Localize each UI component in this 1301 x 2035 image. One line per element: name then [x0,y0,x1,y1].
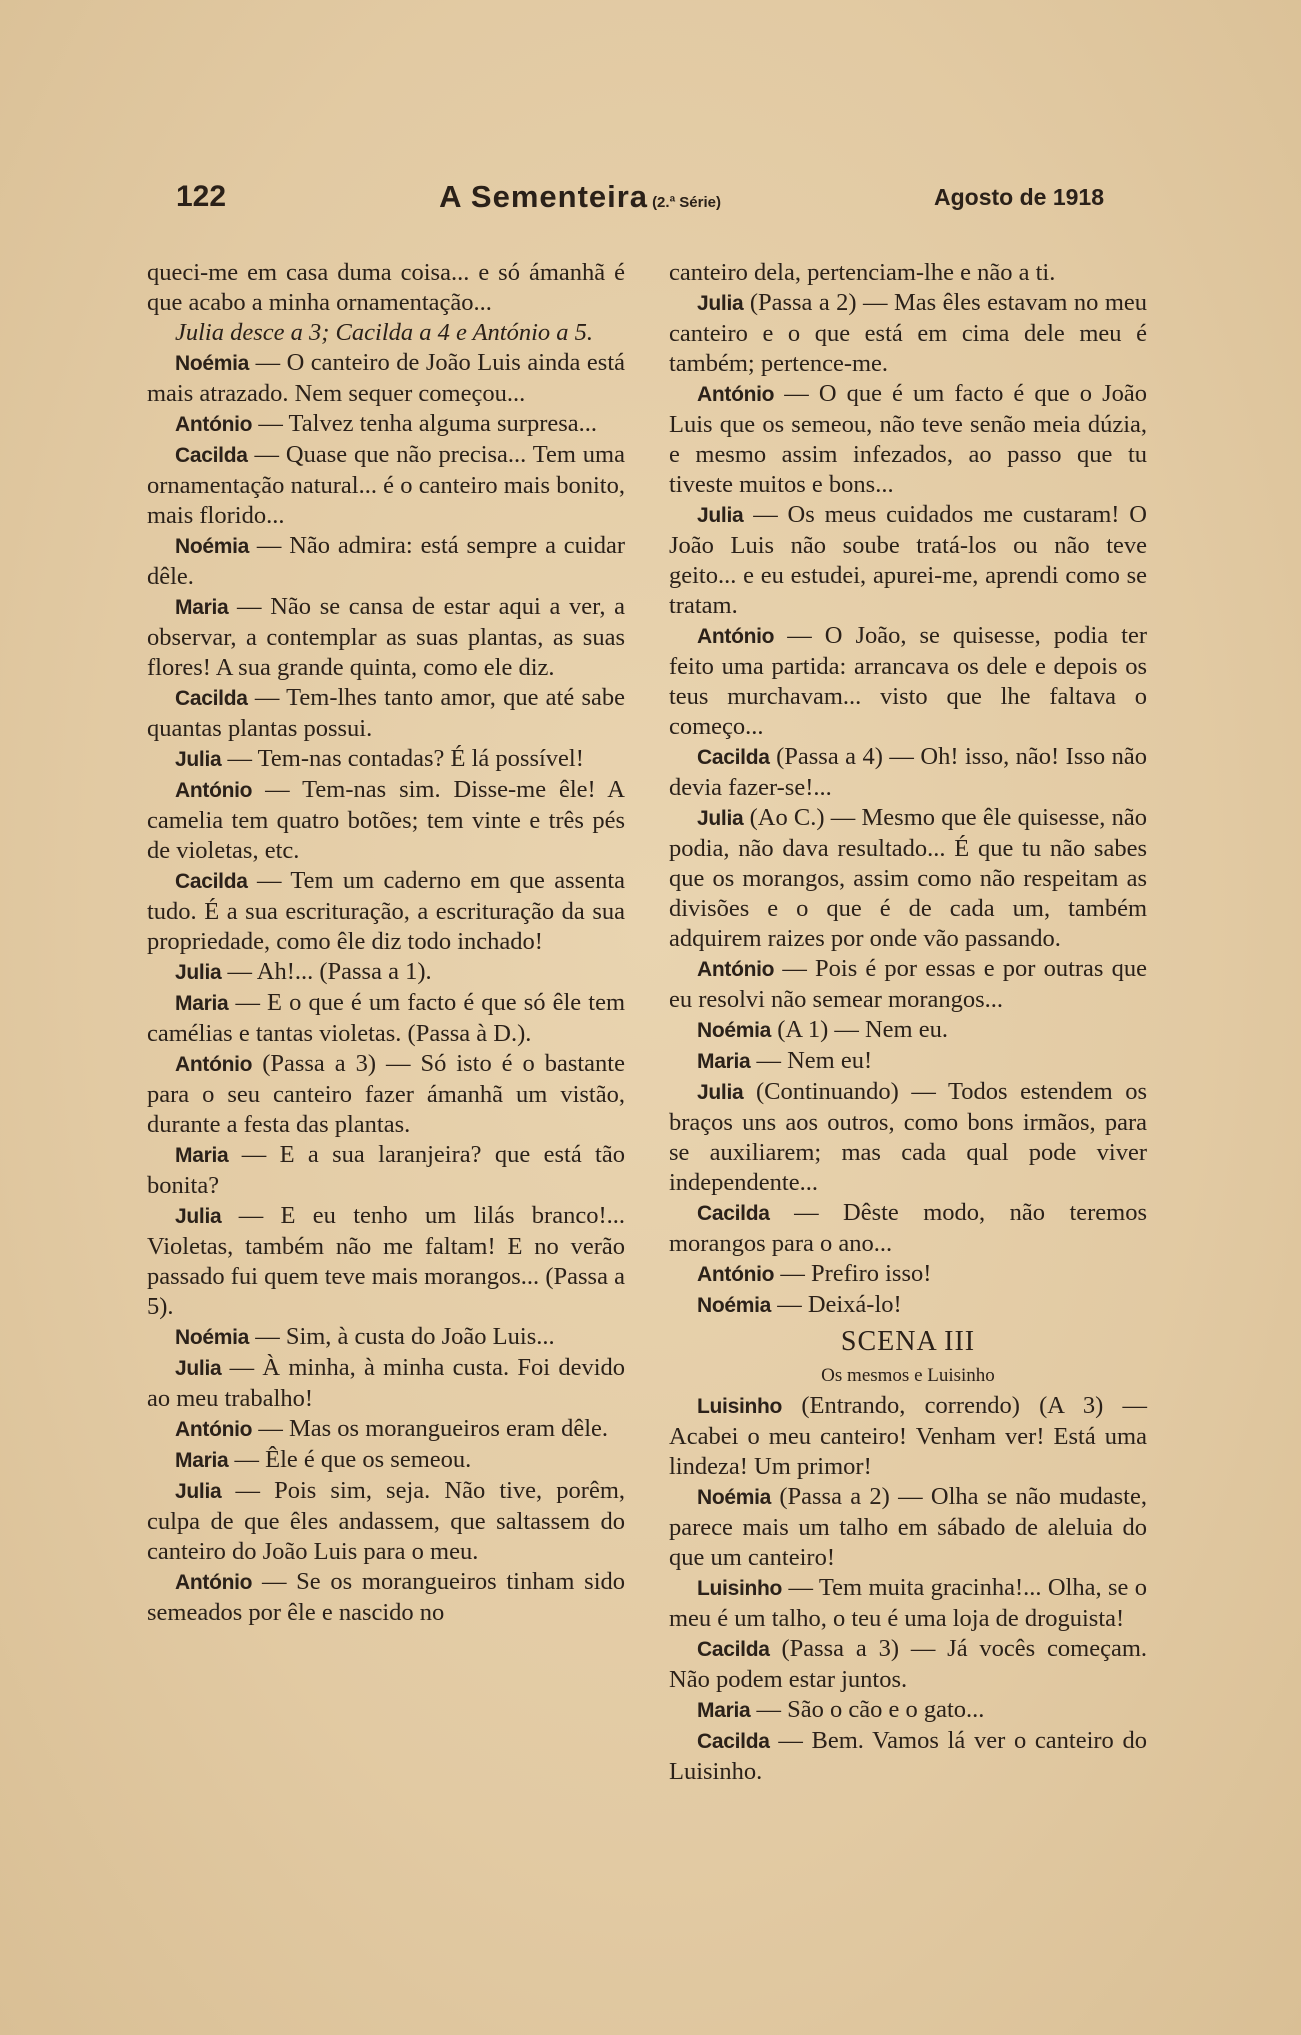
dialogue-line [669,1573,1147,1634]
page-number: 122 [176,180,227,213]
dialogue-line [147,1353,625,1414]
speaker-name: Maria [175,1449,229,1472]
speaker-name: António [175,1053,253,1076]
dialogue-line [669,1198,1147,1259]
speaker-name: António [175,1418,253,1441]
dialogue-text: — O João, se quisesse, podia ter feito uma partida: arrancava os dele e depois os teus murchavam... visto que lhe faltava o começo... [669,622,1147,740]
dialogue-text: — E eu tenho um lilás branco!... Violetas, também não me faltam! E no verão passado fui quem teve mais morangos... (Passa a 5). [147,1202,625,1320]
stage-direction: Julia desce a 3; Cacilda a 4 e António a 5. [175,319,594,346]
dialogue-line [669,1482,1147,1573]
dialogue-line [147,683,625,744]
dialogue-line [147,409,625,440]
dialogue-text: (A 1) — Nem eu. [777,1016,948,1043]
scene-cast: Os mesmos e Luisinho [821,1365,995,1386]
dialogue-line [147,1322,625,1353]
page-header [176,172,1104,222]
dialogue-line [147,592,625,683]
dialogue-line [669,288,1147,379]
speaker-name: Maria [175,992,229,1015]
dialogue-line [147,258,625,318]
dialogue-text: — Não admira: está sempre a cuidar dêle. [147,532,626,590]
speaker-name: Cacilda [697,1638,770,1661]
dialogue-line [669,1726,1147,1787]
speaker-name: Noémia [175,1326,250,1349]
journal-title [439,179,721,215]
dialogue-line [147,866,625,957]
dialogue-text: — Pois é por essas e por outras que eu resolvi não semear morangos... [669,955,1147,1013]
speaker-name: Luisinho [697,1395,783,1418]
speaker-name: Maria [697,1699,751,1722]
dialogue-line [147,1049,625,1140]
dialogue-line [669,1290,1147,1321]
dialogue-line [669,1077,1147,1198]
dialogue-line [147,440,625,531]
dialogue-text: — Tem-nas contadas? É lá possível! [227,745,584,772]
speaker-name: António [697,958,775,981]
dialogue-text: (Passa a 2) — Mas êles estavam no meu canteiro e o que está em cima dele meu é também; pertence-me. [669,289,1148,377]
speaker-name: Cacilda [175,870,248,893]
dialogue-text: — À minha, à minha custa. Foi devido ao meu trabalho! [147,1354,626,1412]
dialogue-text: — O canteiro de João Luis ainda está mais atrazado. Nem sequer começou... [147,349,625,407]
dialogue-line [147,775,625,866]
dialogue-line [669,379,1147,500]
dialogue-line [147,1445,625,1476]
dialogue-text: (Ao C.) — Mesmo que êle quisesse, não podia, não dava resultado... É que tu não sabes que os morangos, assim como não respeitam as divisões e o que é de cada um, também adquirem raizes por onde vão passando. [669,804,1147,952]
speaker-name: Maria [175,596,229,619]
speaker-name: Cacilda [697,746,770,769]
dialogue-line [669,742,1147,803]
dialogue-text: — Tem um caderno em que assenta tudo. É a sua escrituração, a escrituração da sua propriedade, como êle diz todo inchado! [147,867,626,955]
dialogue-line [669,1015,1147,1046]
dialogue-text: — Ah!... (Passa a 1). [227,958,432,985]
speaker-name: António [697,625,775,648]
dialogue-text: — Tem muita gracinha!... Olha, se o meu é um talho, o teu é uma loja de droguista! [669,1574,1147,1632]
scene-title: SCENA III [840,1326,976,1357]
dialogue-text: (Passa a 2) — Olha se não mudaste, parece mais um talho em sábado de aleluia do que um canteiro! [669,1483,1147,1571]
dialogue-text: — Deixá-lo! [777,1291,902,1318]
dialogue-text: — Dêste modo, não teremos morangos para o ano... [669,1199,1147,1257]
speaker-name: Cacilda [175,444,248,467]
dialogue-line [147,1201,625,1322]
dialogue-line [669,258,1147,288]
dialogue-text: — Prefiro isso! [780,1260,932,1287]
dialogue-text: — Os meus cuidados me custaram! O João Luis não soube tratá-los ou não teve geito... e eu estudei, apurei-me, aprendi como se tratam. [669,501,1147,619]
dialogue-line [147,348,625,409]
dialogue-line [147,957,625,988]
dialogue-line [669,1259,1147,1290]
dialogue-text: — Mas os morangueiros eram dêle. [258,1415,609,1442]
dialogue-line [669,1695,1147,1726]
dialogue-text: (Entrando, correndo) (A 3) — Acabei o meu canteiro! Venham ver! Está uma lindeza! Um primor! [669,1392,1147,1480]
dialogue-text: canteiro dela, pertenciam-lhe e não a ti. [669,259,1056,286]
dialogue-text: queci-me em casa duma coisa... e só ámanhã é que acabo a minha ornamentação... [147,259,625,316]
speaker-name: Luisinho [697,1577,783,1600]
speaker-name: Cacilda [175,687,248,710]
dialogue-line [669,1046,1147,1077]
speaker-name: Noémia [175,352,250,375]
speaker-name: Julia [175,1480,222,1503]
dialogue-line [669,803,1147,954]
speaker-name: António [175,779,253,802]
speaker-name: Cacilda [697,1730,770,1753]
speaker-name: Noémia [697,1019,772,1042]
journal-name: A Sementeira [439,179,649,214]
right-column [669,258,1147,1787]
dialogue-text: — Sim, à custa do João Luis... [255,1323,555,1350]
text-columns [147,258,1147,1787]
series-label: (2.ª Série) [652,194,721,211]
dialogue-line [669,1391,1147,1482]
dialogue-line [147,531,625,592]
speaker-name: António [697,383,775,406]
speaker-name: Cacilda [697,1202,770,1225]
dialogue-line [147,1567,625,1628]
dialogue-line [147,1140,625,1201]
speaker-name: Noémia [175,535,250,558]
dialogue-line [669,1634,1147,1695]
dialogue-text: — Bem. Vamos lá ver o canteiro do Luisinho. [669,1727,1147,1785]
dialogue-line [147,1476,625,1567]
dialogue-text: — E a sua laranjeira? que está tão bonita? [147,1141,625,1199]
issue-date: Agosto de 1918 [933,183,1104,210]
speaker-name: Julia [697,292,744,315]
speaker-name: Noémia [697,1294,772,1317]
dialogue-text: — Não se cansa de estar aqui a ver, a observar, a contemplar as suas plantas, as suas flores! A sua grande quinta, como ele diz. [147,593,625,681]
dialogue-text: — Tem-lhes tanto amor, que até sabe quantas plantas possui. [147,684,625,742]
dialogue-text: (Passa a 4) — Oh! isso, não! Isso não devia fazer-se!... [669,743,1148,801]
dialogue-text: (Passa a 3) — Já vocês começam. Não podem estar juntos. [669,1635,1148,1693]
speaker-name: Noémia [697,1486,772,1509]
dialogue-line [147,744,625,775]
dialogue-text: — O que é um facto é que o João Luis que os semeou, não teve senão meia dúzia, e mesmo assim infezados, ao passo que tu tiveste muitos e bons... [669,380,1148,498]
speaker-name: Julia [697,807,744,830]
speaker-name: Julia [175,961,222,984]
dialogue-text: — Tem-nas sim. Disse-me êle! A camelia tem quatro botões; tem vinte e três pés de violetas, etc. [147,776,625,864]
dialogue-text: — E o que é um facto é que só êle tem camélias e tantas violetas. (Passa à D.). [147,989,626,1047]
dialogue-text: — São o cão e o gato... [756,1696,985,1723]
dialogue-text: — Êle é que os semeou. [234,1446,472,1473]
dialogue-line [669,954,1147,1015]
speaker-name: Julia [175,1205,222,1228]
dialogue-line [669,500,1147,621]
left-column [147,258,625,1787]
speaker-name: Julia [697,1081,744,1104]
dialogue-line [147,988,625,1049]
dialogue-line [669,621,1147,742]
dialogue-text: — Nem eu! [756,1047,873,1074]
speaker-name: Maria [175,1144,229,1167]
dialogue-text: — Pois sim, seja. Não tive, porêm, culpa de que êles andassem, que saltassem do canteiro do João Luis para o meu. [147,1477,626,1565]
dialogue-line [147,318,625,348]
speaker-name: Julia [175,1357,222,1380]
speaker-name: António [175,1571,253,1594]
dialogue-text: — Talvez tenha alguma surpresa... [258,410,598,437]
dialogue-line [147,1414,625,1445]
speaker-name: António [697,1263,775,1286]
speaker-name: Maria [697,1050,751,1073]
speaker-name: Julia [175,748,222,771]
dialogue-text: (Continuando) — Todos estendem os braços uns aos outros, como bons irmãos, para se auxiliarem; mas cada qual pode viver independente... [669,1078,1147,1196]
speaker-name: Julia [697,504,744,527]
speaker-name: António [175,413,253,436]
dialogue-text: — Se os morangueiros tinham sido semeados por êle e nascido no [147,1568,625,1626]
dialogue-text: — Quase que não precisa... Tem uma ornamentação natural... é o canteiro mais bonito, mais florido... [147,441,625,529]
dialogue-text: (Passa a 3) — Só isto é o bastante para o seu canteiro fazer ámanhã um vistão, durante a festa das plantas. [147,1050,625,1138]
